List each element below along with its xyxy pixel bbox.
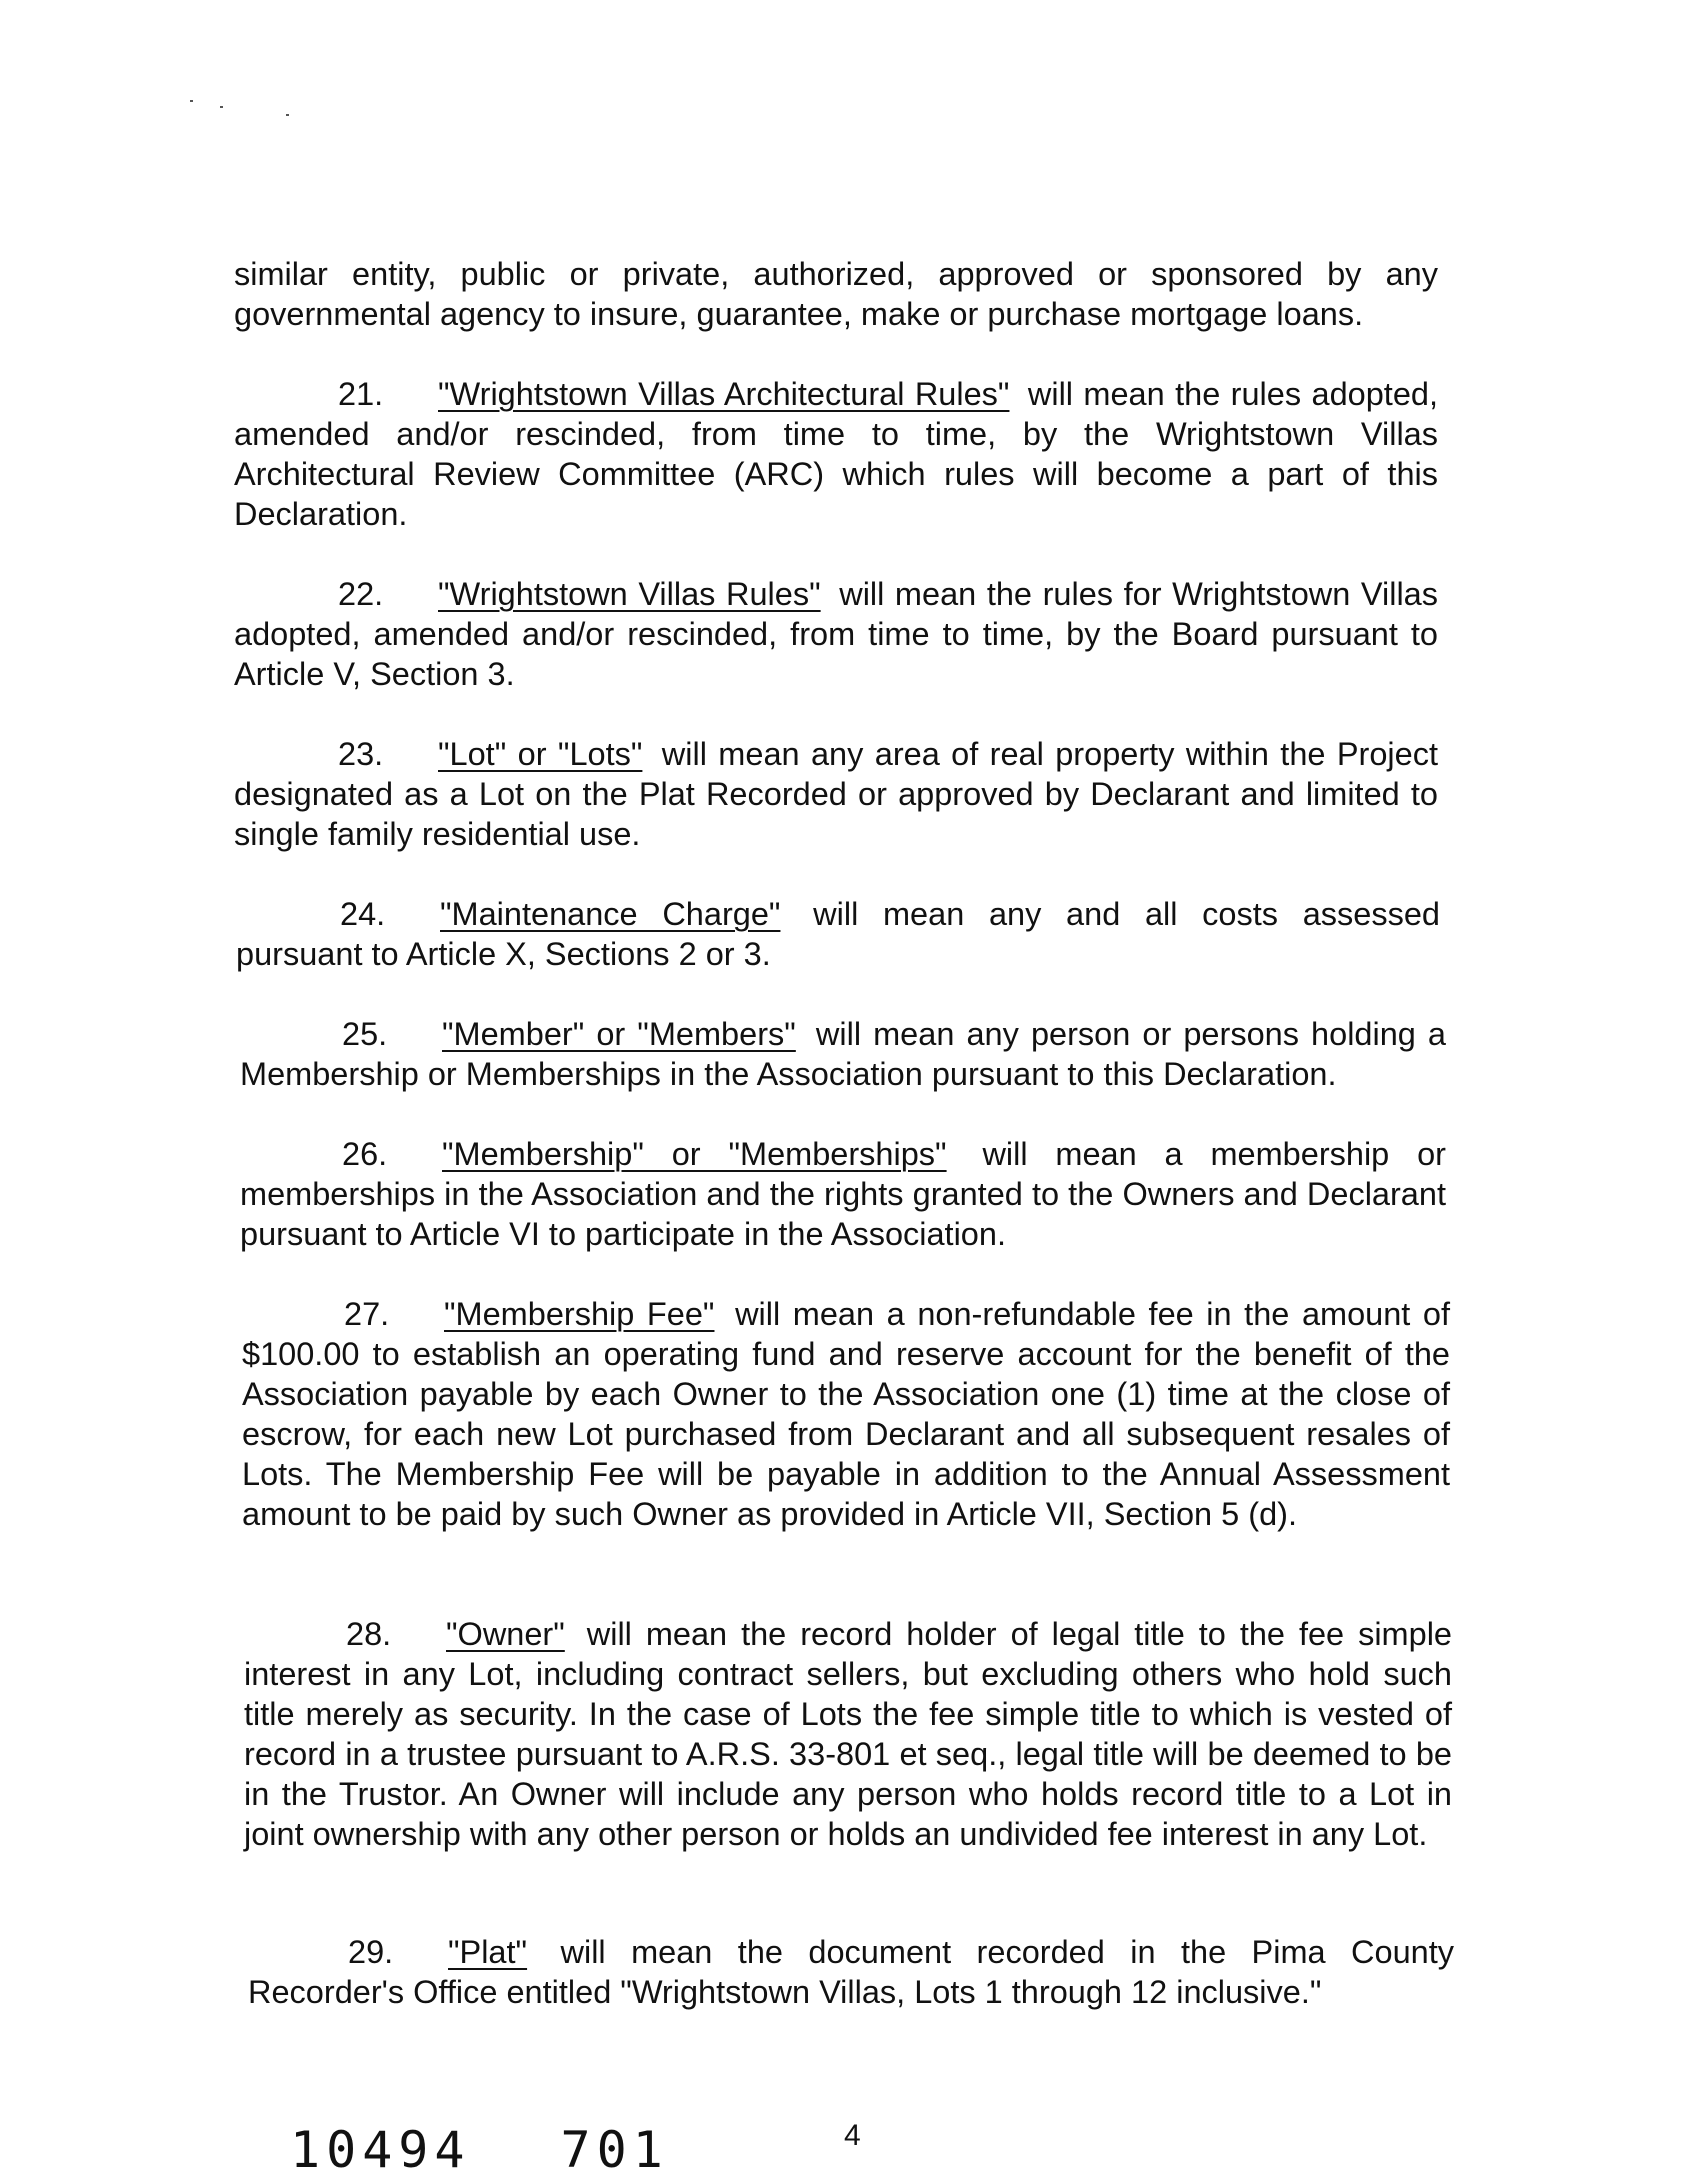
- page-reference: 701: [560, 2121, 669, 2179]
- intro-paragraph: [234, 254, 1438, 334]
- section-28: [244, 1614, 1452, 1854]
- section-number: 23.: [338, 736, 384, 772]
- page-number: 4: [844, 2119, 861, 2152]
- section-term: "Membership" or "Memberships": [442, 1136, 947, 1172]
- section-term: "Membership Fee": [444, 1296, 715, 1332]
- section-29: [248, 1932, 1454, 2012]
- recording-stamp: [290, 2121, 669, 2179]
- section-number: 26.: [342, 1136, 388, 1172]
- section-27: [242, 1294, 1450, 1534]
- section-number: 28.: [346, 1616, 392, 1652]
- section-term: "Owner": [446, 1616, 565, 1652]
- section-text: will mean any person or persons holding a Membership or Memberships in the Association pursuant to this Declaration.: [240, 1016, 1446, 1092]
- section-text: will mean the document recorded in the Pima County Recorder's Office entitled "Wrightstown Villas, Lots 1 through 12 inclusive.": [248, 1934, 1455, 2010]
- section-26: [240, 1134, 1446, 1254]
- section-text: will mean a membership or memberships in the Association and the rights granted to the Owners and Declarant pursuant to Article VI to participate in the Association.: [240, 1136, 1446, 1252]
- section-number: 24.: [340, 896, 386, 932]
- section-term: "Wrightstown Villas Rules": [438, 576, 821, 612]
- section-23: [234, 734, 1438, 854]
- section-text: will mean the rules for Wrightstown Villas adopted, amended and/or rescinded, from time to time, by the Board pursuant to Article V, Section 3.: [234, 576, 1438, 692]
- section-term: "Member" or "Members": [442, 1016, 796, 1052]
- intro-text: similar entity, public or private, authorized, approved or sponsored by any governmental agency to insure, guarantee, make or purchase mortgage loans.: [234, 256, 1438, 332]
- section-term: "Plat": [448, 1934, 528, 1970]
- book-number: 10494: [290, 2121, 471, 2179]
- section-term: "Wrightstown Villas Architectural Rules": [438, 376, 1010, 412]
- section-number: 25.: [342, 1016, 388, 1052]
- section-text: will mean the rules adopted, amended and/or rescinded, from time to time, by the Wrightstown Villas Architectural Review Committee (ARC) which rules will become a part of this Declaration.: [234, 376, 1439, 532]
- section-term: "Lot" or "Lots": [438, 736, 643, 772]
- section-number: 27.: [344, 1296, 390, 1332]
- section-22: [234, 574, 1438, 694]
- section-number: 22.: [338, 576, 384, 612]
- section-term: "Maintenance Charge": [440, 896, 781, 932]
- section-text: will mean any area of real property within the Project designated as a Lot on the Plat Recorded or approved by Declarant and limited to single family residential use.: [234, 736, 1438, 852]
- section-number: 21.: [338, 376, 384, 412]
- section-text: will mean any and all costs assessed pursuant to Article X, Sections 2 or 3.: [236, 896, 1441, 972]
- section-21: [234, 374, 1438, 534]
- section-25: [240, 1014, 1446, 1094]
- section-text: will mean a non-refundable fee in the amount of $100.00 to establish an operating fund and reserve account for the benefit of the Association payable by each Owner to the Association one (1) time at the close of escrow, for each new Lot purchased from Declarant and all subsequent resales of Lots. The Membership Fee will be payable in addition to the Annual Assessment amount to be paid by such Owner as provided in Article VII, Section 5 (d).: [242, 1296, 1451, 1532]
- section-number: 29.: [348, 1934, 394, 1970]
- section-text: will mean the record holder of legal title to the fee simple interest in any Lot, including contract sellers, but excluding others who hold such title merely as security. In the case of Lots the fee simple title to which is vested of record in a trustee pursuant to A.R.S. 33-801 et seq., legal title will be deemed to be in the Trustor. An Owner will include any person who holds record title to a Lot in joint ownership with any other person or holds an undivided fee interest in any Lot.: [244, 1616, 1452, 1852]
- section-24: [236, 894, 1440, 974]
